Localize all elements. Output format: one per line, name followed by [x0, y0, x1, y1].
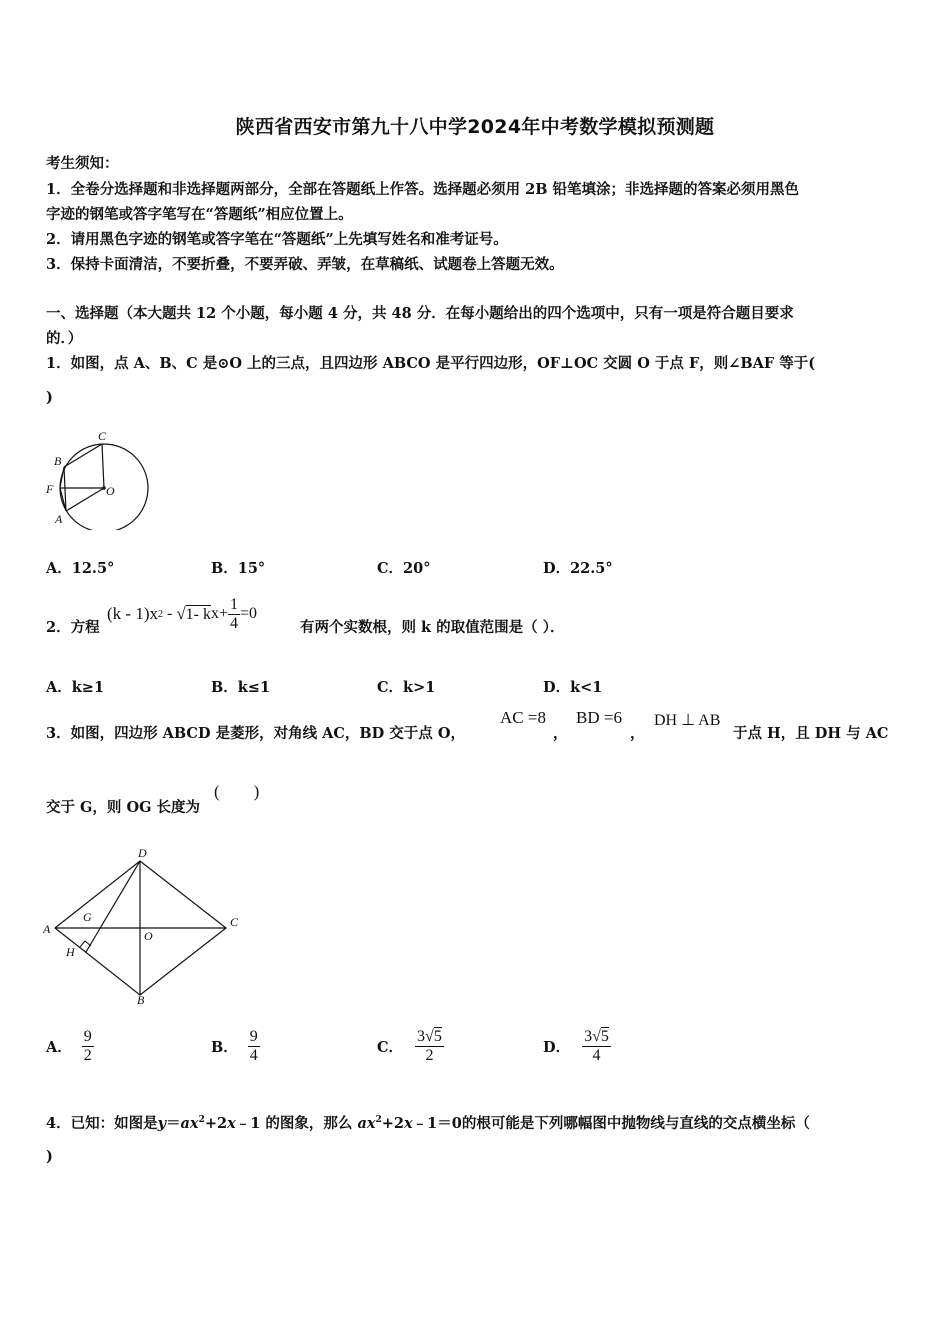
label-d: D	[138, 846, 147, 860]
q2-option-a: A．k≥1	[46, 679, 105, 696]
question-3-text-line-2: 交于 G，则 OG 长度为	[46, 799, 201, 816]
question-3-text-part-1: 3．如图，四边形 ABCD 是菱形，对角线 AC，BD 交于点 O，	[46, 725, 465, 742]
question-1-text: 1．如图，点 A、B、C 是⊙O 上的三点，且四边形 ABCO 是平行四边形，OF⊥OC 交圆 O 于点 F，则∠BAF 等于(	[46, 355, 816, 372]
label-a: A	[55, 512, 63, 526]
question-4-text-end: )	[46, 1148, 53, 1165]
q1-option-c: C．20°	[377, 560, 431, 577]
segment-cb	[64, 444, 102, 467]
segment-bf	[60, 467, 64, 488]
comma-2: ，	[630, 725, 645, 742]
question-4-text: 4．已知：如图是$y=ax^2+2x﹣1$ 的图象，那么 $ax^2+2x﹣1=0$的根可能是下列哪幅图中抛物线与直线的交点横坐标（	[46, 1115, 810, 1132]
math-dh-perp-ab: DH ⊥ AB	[654, 712, 721, 729]
section-heading-line-2: 的．）	[46, 330, 83, 347]
segment-ao	[66, 488, 104, 511]
q2-option-c: C．k>1	[377, 679, 436, 696]
math-ac-8: AC =8	[500, 708, 546, 727]
q3-option-a: A． $\frac{9}{2}$	[46, 1028, 92, 1064]
label-c: C	[98, 429, 107, 443]
q1-option-b: B．15°	[211, 560, 266, 577]
notice-heading: 考生须知：	[46, 155, 119, 172]
notice-item-1-line-2: 字迹的钢笔或答字笔写在“答题纸”相应位置上。	[46, 206, 353, 223]
segment-oc	[102, 444, 104, 488]
math-bd-6: BD =6	[576, 708, 622, 727]
notice-item-3: 3．保持卡面清洁，不要折叠，不要弄破、弄皱，在草稿纸、试题卷上答题无效。	[46, 256, 564, 273]
answer-parentheses: ( )	[214, 782, 260, 801]
q1-option-a: A．12.5°	[46, 560, 115, 577]
label-a: A	[43, 922, 51, 936]
q2-option-b: B．k≤1	[211, 679, 271, 696]
label-b: B	[137, 993, 145, 1007]
section-heading-line-1: 一、选择题（本大题共 12 个小题，每小题 4 分，共 48 分．在每小题给出的四个选项中，只有一项是符合题目要求	[46, 305, 794, 322]
page-title: 陕西省西安市第九十八中学2024年中考数学模拟预测题	[235, 116, 715, 138]
rhombus-figure	[40, 842, 250, 1007]
q3-option-b: B． $\frac{9}{4}$	[211, 1028, 258, 1064]
notice-item-2: 2．请用黑色字迹的钢笔或答字笔在“答题纸”上先填写姓名和准考证号。	[46, 231, 508, 248]
label-h: H	[66, 945, 75, 959]
circle-figure	[40, 425, 155, 530]
sqrt-sign: √	[176, 604, 186, 623]
fraction-one-quarter: $\frac{1}{4}$	[230, 595, 239, 632]
segment-dh	[86, 861, 140, 952]
q2-option-d: D．k<1	[543, 679, 603, 696]
question-3-text-part-2: 于点 H，且 DH 与 AC	[733, 725, 889, 742]
label-g: G	[83, 910, 92, 924]
label-c: C	[230, 915, 239, 929]
q1-option-d: D．22.5°	[543, 560, 613, 577]
label-o: O	[144, 929, 153, 943]
question-1-text-end: )	[46, 389, 53, 406]
question-2-suffix: 有两个实数根，则 k 的取值范围是（ ）．	[300, 619, 565, 636]
label-b: B	[54, 454, 62, 468]
label-f: F	[46, 482, 54, 496]
q3-option-d: D． $\frac{3√5}{4}$	[543, 1028, 609, 1064]
comma-1: ，	[553, 725, 568, 742]
label-o: O	[106, 484, 115, 498]
question-2-prefix: 2．方程	[46, 619, 100, 636]
notice-item-1-line-1: 1．全卷分选择题和非选择题两部分，全部在答题纸上作答。选择题必须用 2B 铅笔填涂；非选择题的答案必须用黑色	[46, 181, 800, 198]
q3-option-c: C． $\frac{3√5}{2}$	[377, 1028, 442, 1064]
question-2-equation: (k - 1)x 2 - √ 1- k x+ $\frac{1}{4}$ =0	[107, 595, 258, 632]
